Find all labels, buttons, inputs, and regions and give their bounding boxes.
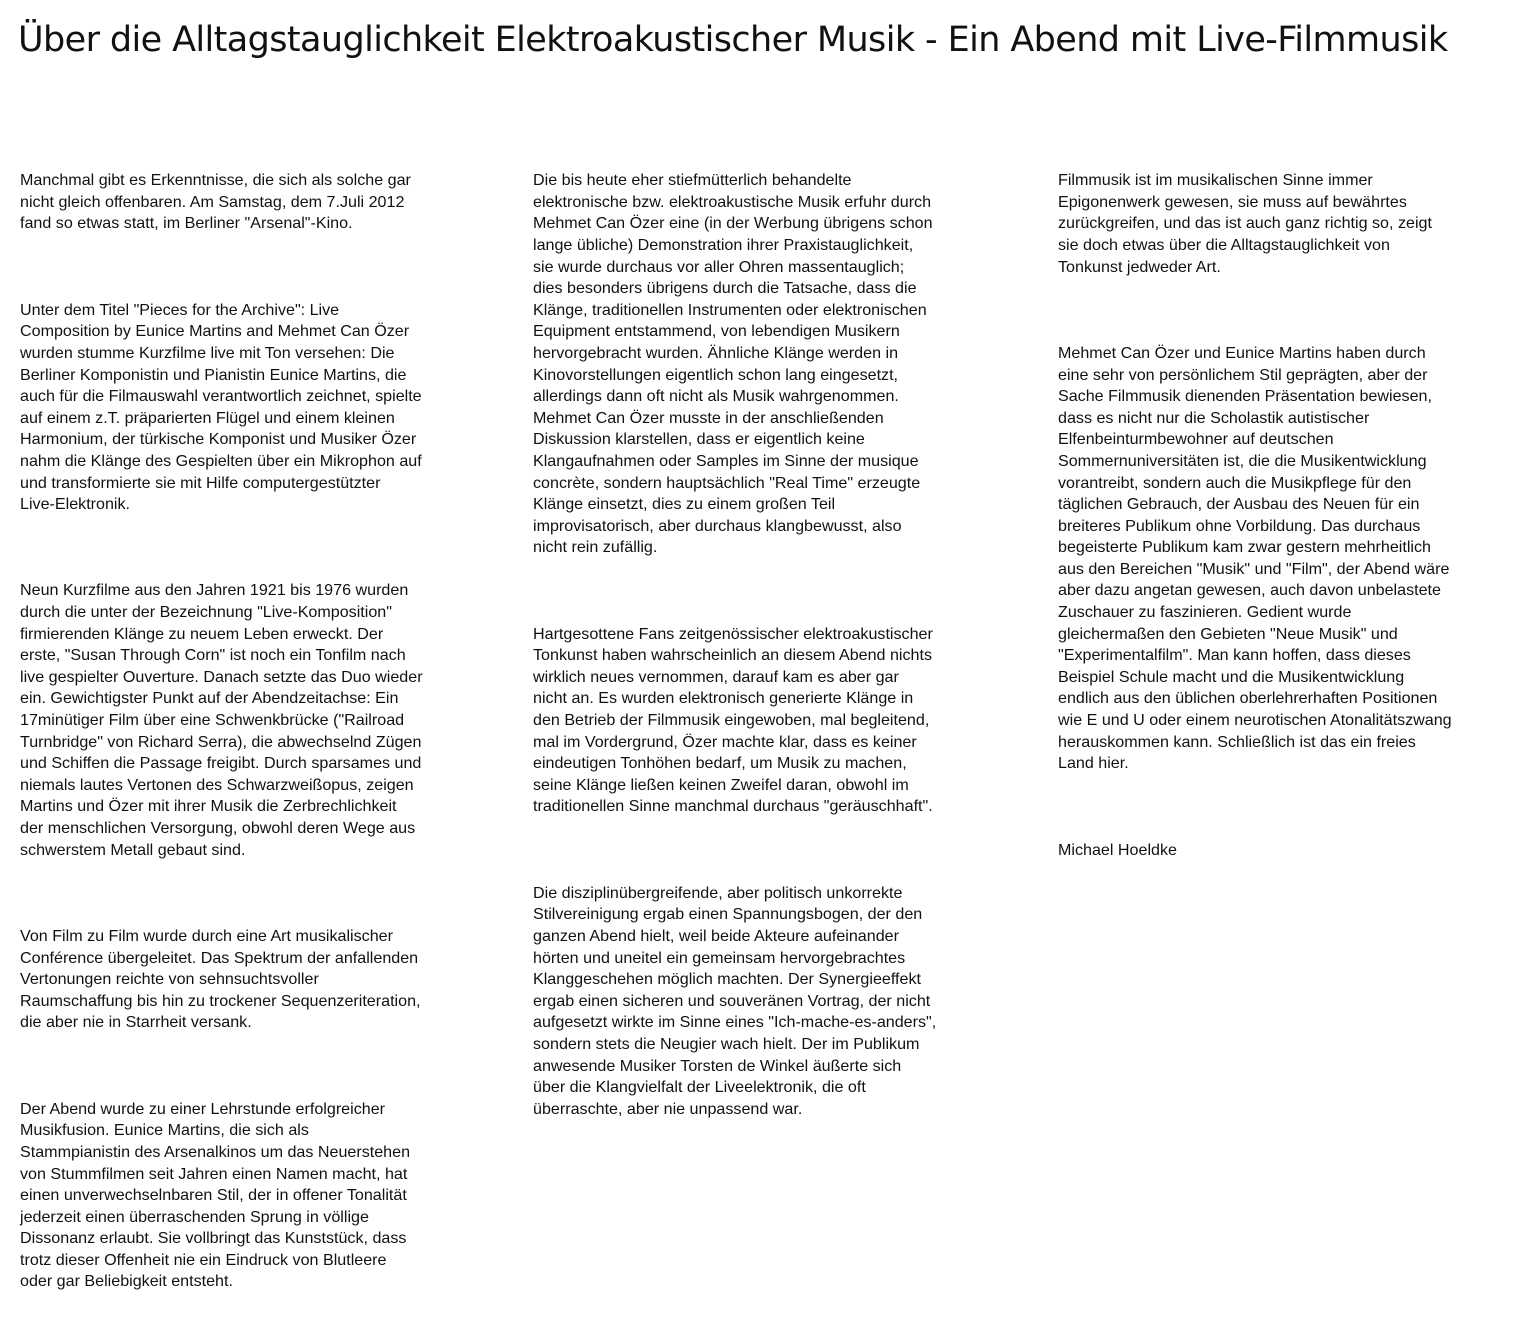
paragraph: Der Abend wurde zu einer Lehrstunde erfolgreicher Musikfusion. Eunice Martins, die sich als Stammpianistin des Arsenalkinos um das Neuerstehen von Stummfilmen seit Jahren einen Namen macht, hat einen unverwechselnbaren Stil, der in offener Tonalität jederzeit einen überraschenden Sprung in völlige Dissonanz erlaubt. Sie vollbringt das Kunststück, dass trotz dieser Offenheit nie ein Eindruck von Blutleere oder gar Beliebigkeit entsteht. [20, 1099, 411, 1291]
author-signature: Michael Hoeldke [1058, 840, 1177, 859]
paragraph: Unter dem Titel "Pieces for the Archive": Live Composition by Eunice Martins and Mehmet Can Özer wurden stumme Kurzfilme live mit Ton versehen: Die Berliner Komponistin und Pianistin Eunice Martins, die auch für die Filmauswahl verantwortlich zeichnet, spielte auf einem z.T. präparierten Flügel und einem kleinen Harmonium, der türkische Komponist und Musiker Özer nahm die Klänge des Gespielten über ein Mikrophon auf und transformierte sie mit Hilfe computergestützter Live-Elektronik. [20, 300, 422, 514]
paragraph: Neun Kurzfilme aus den Jahren 1921 bis 1976 wurden durch die unter der Bezeichnung "Live-Komposition" firmierenden Klänge zu neuem Leben erweckt. Der erste, "Susan Through Corn" ist noch ein Tonfilm nach live gespielter Ouverture. Danach setzte das Duo wieder ein. Gewichtigster Punkt auf der Abendzeitachse: Ein 17minütiger Film über eine Schwenkbrücke ("Railroad Turnbridge" von Richard Serra), die abwechselnd Zügen und Schiffen die Passage freigibt. Durch sparsames und niemals lautes Vertonen des Schwarzweißopus, zeigen Martins und Özer mit ihrer Musik die Zerbrechlichkeit der menschlichen Versorgung, obwohl deren Wege aus schwerstem Metall gebaut sind. [20, 581, 423, 859]
paragraph: Hartgesottene Fans zeitgenössischer elektroakustischer Tonkunst haben wahrscheinlich an diesem Abend nichts wirklich neues vernommen, darauf kam es aber gar nicht an. Es wurden elektronisch generierte Klänge in den Betrieb der Filmmusik eingewoben, mal begleitend, mal im Vordergrund, Özer machte klar, dass es keiner eindeutigen Tonhöhen bedarf, um Musik zu machen, seine Klänge ließen keinen Zweifel daran, obwohl im traditionellen Sinne manchmal durchaus "geräuschhaft". [533, 624, 933, 816]
paragraph: Mehmet Can Özer und Eunice Martins haben durch eine sehr von persönlichem Stil geprägten, aber der Sache Filmmusik dienenden Präsentation bewiesen, dass es nicht nur die Scholastik autistischer Elfenbeinturmbewohner auf deutschen Sommernuniversitäten ist, die die Musikentwicklung vorantreibt, sondern auch die Musikpflege für den täglichen Gebrauch, der Ausbau des Neuen für ein breiteres Publikum ohne Vorbildung. Das durchaus begeisterte Publikum kam zwar gestern mehrheitlich aus den Bereichen "Musik" und "Film", der Abend wäre aber dazu angetan gewesen, auch davon unbelastete Zuschauer zu faszinieren. Gedient wurde gleichermaßen den Gebieten "Neue Musik" und "Experimentalfilm". Man kann hoffen, dass dieses Beispiel Schule macht und die Musikentwicklung endlich aus den üblichen oberlehrerhaften Positionen wie E und U oder einem neurotischen Atonalitätszwang herauskommen kann. Schließlich ist das ein freies Land hier. [1058, 343, 1452, 773]
article-column-2 [533, 127, 1013, 1164]
paragraph: Manchmal gibt es Erkenntnisse, die sich als solche gar nicht gleich offenbaren. Am Samstag, dem 7.Juli 2012 fand so etwas statt, im Berliner "Arsenal"-Kino. [20, 171, 411, 233]
article-column-1 [20, 127, 500, 1336]
paragraph: Von Film zu Film wurde durch eine Art musikalischer Conférence übergeleitet. Das Spektrum der anfallenden Vertonungen reichte von sehnsuchtsvoller Raumschaffung bis hin zu trockener Sequenzeriteration, die aber nie in Starrheit versank. [20, 926, 421, 1032]
paragraph: Die bis heute eher stiefmütterlich behandelte elektronische bzw. elektroakustische Musik erfuhr durch Mehmet Can Özer eine (in der Werbung übrigens schon lange übliche) Demonstration ihrer Praxistauglichkeit, sie wurde durchaus vor aller Ohren massentauglich; dies besonders übrigens durch die Tatsache, dass die Klänge, traditionellen Instrumenten oder elektronischen Equipment entstammend, von lebendigen Musikern hervorgebracht wurden. Ähnliche Klänge werden in Kinovorstellungen eigentlich schon lang eingesetzt, allerdings dann oft nicht als Musik wahrgenommen. Mehmet Can Özer musste in der anschließenden Diskussion klarstellen, dass er eigentlich keine Klangaufnahmen oder Samples im Sinne der musique concrète, sondern hauptsächlich "Real Time" erzeugte Klänge einsetzt, dies zu einem großen Teil improvisatorisch, aber durchaus klangbewusst, also nicht rein zufällig. [533, 171, 933, 557]
paragraph: Die disziplinübergreifende, aber politisch unkorrekte Stilvereinigung ergab einen Spannungsbogen, der den ganzen Abend hielt, weil beide Akteure aufeinander hörten und uneitel ein gemeinsam hervorgebrachtes Klanggeschehen möglich machten. Der Synergieeffekt ergab einen sicheren und souveränen Vortrag, der nicht aufgesetzt wirkte im Sinne eines "Ich-mache-es-anders", sondern stets die Neugier wach hielt. Der im Publikum anwesende Musiker Torsten de Winkel äußerte sich über die Klangvielfalt der Liveelektronik, die oft überraschte, aber nie unpassend war. [533, 883, 937, 1118]
page-title: Über die Alltagstauglichkeit Elektroakustischer Musik - Ein Abend mit Live-Filmmusik [18, 20, 1448, 60]
article-column-3 [1058, 127, 1533, 904]
paragraph: Filmmusik ist im musikalischen Sinne immer Epigonenwerk gewesen, sie muss auf bewährtes zurückgreifen, und das ist auch ganz richtig so, zeigt sie doch etwas über die Alltagstauglichkeit von Tonkunst jedweder Art. [1058, 171, 1432, 276]
